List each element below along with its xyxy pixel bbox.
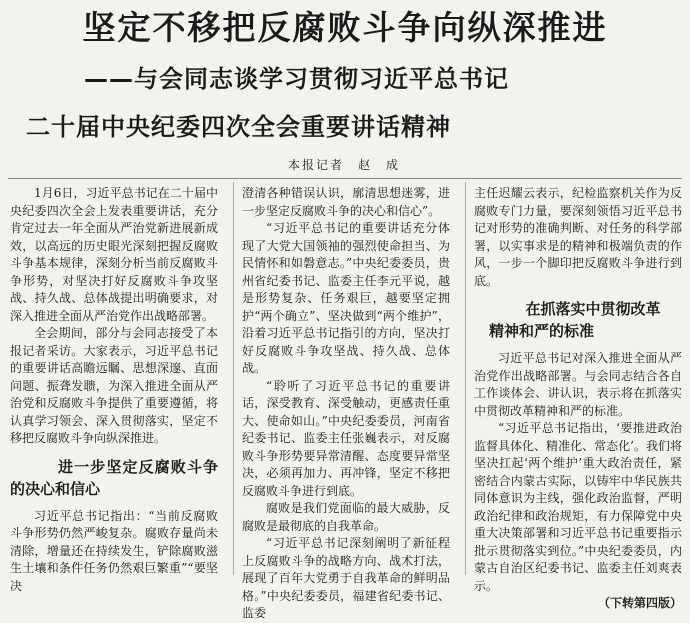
header-rule [8, 178, 682, 179]
paragraph: 全会期间，部分与会同志接受了本报记者采访。大家表示，习近平总书记的重要讲话高瞻远瞩、思想深邃、直面问题、振聋发聩，为深入推进全面从严治党和反腐败斗争提供了重要遵循，将认真学习领会、深入贯彻落实，坚定不移把反腐败斗争向纵深推进。 [10, 326, 218, 445]
byline: 本报记者 赵 成 [288, 158, 401, 172]
article-column-1 [10, 185, 218, 595]
paragraph: 主任迟耀云表示，纪检监察机关作为反腐败专门力量，要深刻领悟习近平总书记对形势的准确判断、对任务的科学部署，以实事求是的精神和极端负责的作风，一步一个脚印把反腐败斗争进行到底。 [474, 186, 682, 288]
section-heading-line-1: 在抓落实中贯彻改革 [525, 300, 661, 318]
headline: 坚定不移把反腐败斗争向纵深推进 [82, 8, 608, 47]
paragraph: 腐败是我们党面临的最大威胁，反腐败是最彻底的自我革命。 [242, 501, 450, 533]
continued-note: （下转第四版） [597, 596, 682, 610]
article-column-2 [242, 185, 450, 623]
paragraph: “习近平总书记的重要讲话充分体现了大党大国领袖的强烈使命担当、为民情怀和如磐意志。”中央纪委委员，贵州省纪委书记、监委主任李元平说，越是形势复杂、任务艰巨，越要坚定拥护“两个确立”、坚决做到“两个维护”，沿着习近平总书记指引的方向，坚决打好反腐败斗争攻坚战、持久战、总体战。 [242, 221, 450, 375]
paragraph: 澄清各种错误认识，廓清思想迷雾，进一步坚定反腐败斗争的决心和信心”。 [242, 186, 450, 218]
paragraph: 1月6日，习近平总书记在二十届中央纪委四次全会上发表重要讲话，充分肯定过去一年全面从严治党新进展新成效，以高远的历史眼光深刻把握反腐败斗争基本规律，深刻分析当前反腐败斗争形势，对坚决打好反腐败斗争攻坚战、持久战、总体战提出明确要求，对深入推进全面从严治党作出战略部署。 [10, 186, 218, 323]
subheadline-2: 二十届中央纪委四次全会重要讲话精神 [26, 113, 451, 141]
section-heading [474, 298, 682, 342]
article-column-3 [474, 185, 682, 613]
paragraph: “习近平总书记深刻阐明了新征程上反腐败斗争的战略方向、战术打法，展现了百年大党勇于自我革命的鲜明品格。”中央纪委委员，福建省纪委书记、监委 [242, 536, 450, 620]
paragraph: “聆听了习近平总书记的重要讲话，深受教育、深受触动，更感责任重大、使命如山。”中央纪委委员，河南省纪委书记、监委主任张巍表示，对反腐败斗争形势要异常清醒、态度要异常坚决，必须再加力、再冲锋，坚定不移把反腐败斗争进行到底。 [242, 378, 450, 498]
section-heading: 进一步坚定反腐败斗争的决心和信心 [10, 457, 218, 498]
paragraph: 习近平总书记指出：“当前反腐败斗争形势仍然严峻复杂。腐败存量尚未清除，增量还在持续发生，铲除腐败滋生土壤和条件任务仍然艰巨繁重”“要坚决 [10, 508, 218, 593]
column-divider [233, 182, 234, 575]
paragraph: 习近平总书记对深入推进全面从严治党作出战略部署。与会同志结合各自工作谈体会、讲认识，表示将在抓落实中贯彻改革精神和严的标准。 [474, 351, 682, 418]
section-heading-line-2: 精神和严的标准 [489, 322, 595, 340]
paragraph: “习近平总书记指出，‘要推进政治监督具体化、精准化、常态化’。我们将坚决扛起‘两个维护’重大政治责任，紧密结合内蒙古实际，以铸牢中华民族共同体意识为主线，强化政治监督，严明政治纪律和政治规矩，有力保障党中央重大决策部署和习近平总书记重要指示批示贯彻落实到位。”中央纪委委员，内蒙古自治区纪委书记、监委主任刘爽表示。 [474, 421, 682, 593]
column-divider [465, 182, 466, 575]
subheadline-1: ——与会同志谈学习贯彻习近平总书记 [84, 65, 509, 93]
